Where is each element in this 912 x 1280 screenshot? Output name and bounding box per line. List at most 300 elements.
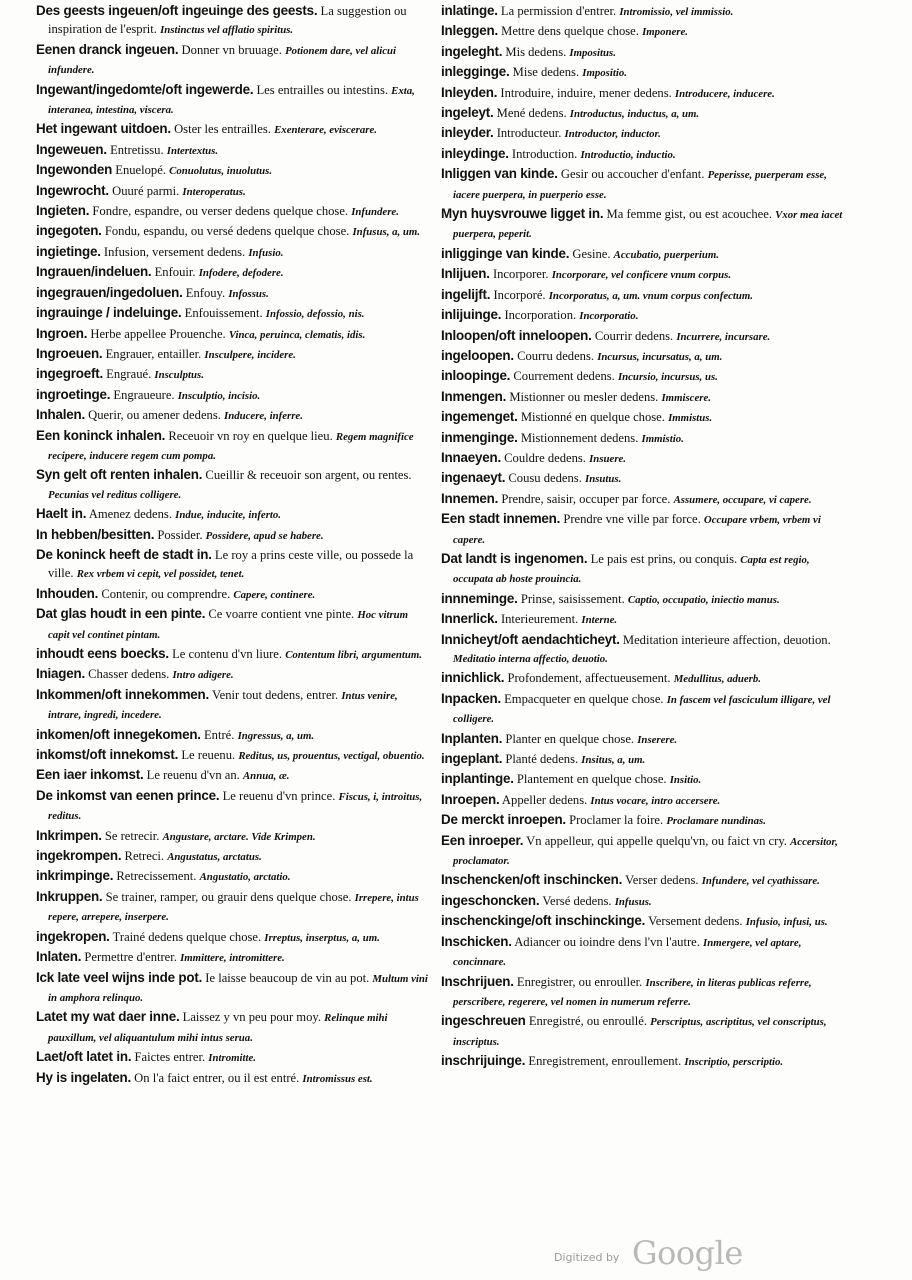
entry-latin: Exta, interanea, intestina, viscera. xyxy=(48,84,415,117)
entry-french: Planter en quelque chose. xyxy=(502,731,638,746)
entry-headword: Inplanten. xyxy=(441,730,503,746)
entry-french: Entré. xyxy=(200,727,238,742)
entry-french: Entretissu. xyxy=(106,142,167,157)
entry-latin: Annua, æ. xyxy=(242,770,290,783)
entry-headword: ingeloopen. xyxy=(441,347,514,363)
entry-latin: Assumere, occupare, vi capere. xyxy=(673,493,812,506)
entry-french: Versé dedens. xyxy=(539,893,615,908)
entry-latin: Immittere, intromittere. xyxy=(180,952,285,965)
entry-headword: ingenaeyt. xyxy=(441,470,506,486)
dictionary-entry xyxy=(36,546,432,584)
entry-french: Prinse, saisissement. xyxy=(517,591,628,606)
dictionary-entry xyxy=(36,605,432,644)
dictionary-entry xyxy=(441,791,843,810)
entry-latin: Intromissio, vel immissio. xyxy=(619,6,734,18)
entry-french: Le reuenu d'vn an. xyxy=(143,768,243,783)
entry-french: Proclamer la foire. xyxy=(565,813,667,828)
dictionary-entry xyxy=(36,41,432,80)
entry-headword: Een iaer inkomst. xyxy=(36,767,144,783)
entry-latin: Infusio. xyxy=(248,246,284,259)
entry-latin: Infundere. xyxy=(351,206,399,219)
entry-french: Enfouissement. xyxy=(181,306,266,321)
dictionary-entry xyxy=(441,205,843,244)
dictionary-entry xyxy=(36,1048,432,1067)
dictionary-entry xyxy=(36,888,432,927)
entry-headword: Innerlick. xyxy=(441,611,498,627)
entry-latin: Intus vocare, intro accersere. xyxy=(590,794,721,807)
entry-latin: Perscriptus, ascriptitus, vel conscriptus, inscriptus. xyxy=(453,1016,827,1048)
dictionary-entry xyxy=(36,928,432,947)
dictionary-entry xyxy=(36,645,432,664)
dictionary-entry xyxy=(441,832,843,871)
entry-headword: ingrauinge / indeluinge. xyxy=(36,305,182,321)
entry-headword: Ingewonden xyxy=(36,162,113,178)
entry-french: Courru dedens. xyxy=(513,348,598,363)
dictionary-entry xyxy=(36,263,432,282)
entry-french: Enregistré, ou enroullé. xyxy=(525,1014,651,1029)
entry-headword: ingeleght. xyxy=(441,43,503,59)
dictionary-entry xyxy=(36,948,432,967)
entry-french: La permission d'entrer. xyxy=(497,4,620,18)
dictionary-entry xyxy=(441,590,843,609)
entry-french: Engraué. xyxy=(102,367,155,382)
entry-french: Mis dedens. xyxy=(502,44,570,59)
entry-headword: ingeschoncken. xyxy=(441,892,540,908)
dictionary-entry xyxy=(36,345,432,364)
dictionary-entry xyxy=(441,145,843,164)
entry-headword: Innicheyt/oft aendachticheyt. xyxy=(441,631,620,647)
entry-french: Mistionner ou mesler dedens. xyxy=(506,389,662,404)
entry-headword: inschenckinge/oft inschinckinge. xyxy=(441,913,646,929)
dictionary-entry xyxy=(441,610,843,629)
entry-french: Vn appelleur, qui appelle quelqu'vn, ou faict vn cry. xyxy=(523,833,791,848)
dictionary-entry xyxy=(441,912,843,931)
entry-headword: Latet my wat daer inne. xyxy=(36,1009,180,1025)
dictionary-entry xyxy=(36,120,432,139)
entry-french: Donner vn bruuage. xyxy=(178,42,286,57)
entry-headword: Inkommen/oft innekommen. xyxy=(36,686,210,702)
dictionary-entry xyxy=(441,730,843,749)
dictionary-entry xyxy=(36,141,432,160)
entry-latin: Accubatio, puerperium. xyxy=(613,248,719,261)
dictionary-entry xyxy=(441,469,843,488)
entry-headword: ingekrompen. xyxy=(36,848,122,864)
dictionary-entry xyxy=(36,867,432,886)
entry-latin: Conuolutus, inuolutus. xyxy=(169,165,273,178)
entry-headword: ingroetinge. xyxy=(36,386,111,402)
dictionary-entry xyxy=(441,429,843,448)
entry-french: Le contenu d'vn liure. xyxy=(168,647,286,661)
entry-headword: ingietinge. xyxy=(36,243,101,259)
entry-latin: Incorporatio. xyxy=(579,310,639,323)
entry-headword: Iniagen. xyxy=(36,666,85,682)
entry-french: Appeller dedens. xyxy=(499,792,591,807)
entry-latin: Inscriptio, perscriptio. xyxy=(684,1056,784,1069)
entry-latin: Angustatus, arctatus. xyxy=(167,851,262,864)
entry-french: Engraueure. xyxy=(110,387,178,402)
entry-latin: Introducere, inducere. xyxy=(674,87,775,100)
entry-french: Adiancer ou ioindre dens l'vn l'autre. xyxy=(511,934,704,949)
entry-headword: Ingewant/ingedomte/oft ingewerde. xyxy=(36,81,254,97)
entry-latin: Impositus. xyxy=(569,46,616,59)
entry-headword: Inschicken. xyxy=(441,933,512,949)
entry-latin: Insitio. xyxy=(669,774,702,787)
entry-latin: Occupare vrbem, vrbem vi capere. xyxy=(453,514,821,546)
entry-french: Prendre, saisir, occuper par force. xyxy=(498,491,674,506)
entry-latin: Infusus. xyxy=(614,895,652,908)
entry-latin: Ingressus, a, um. xyxy=(237,729,315,742)
dictionary-entry xyxy=(441,2,843,21)
dictionary-entry xyxy=(36,202,432,221)
entry-latin: Fiscus, i, introitus, reditus. xyxy=(48,790,423,823)
entry-french: Se retrecir. xyxy=(101,828,163,843)
entry-latin: Immiscere. xyxy=(661,391,711,404)
entry-latin: Insculpere, incidere. xyxy=(204,348,296,361)
entry-headword: inhoudt eens boecks. xyxy=(36,646,169,661)
entry-headword: Innemen. xyxy=(441,490,499,506)
entry-french: Le pais est prins, ou conquis. xyxy=(587,551,741,566)
entry-latin: Inserere. xyxy=(637,733,678,746)
entry-headword: Ingroeuen. xyxy=(36,345,103,361)
entry-latin: Incursio, incursus, us. xyxy=(617,371,718,384)
entry-french: Chasser dedens. xyxy=(85,667,173,682)
entry-headword: innichlick. xyxy=(441,670,505,686)
entry-headword: inleydinge. xyxy=(441,145,509,161)
entry-headword: Ingieten. xyxy=(36,203,90,219)
entry-latin: Intromitte. xyxy=(208,1052,256,1065)
entry-latin: Insuere. xyxy=(589,452,627,465)
entry-latin: Exenterare, eviscerare. xyxy=(274,124,377,137)
entry-headword: Inschrijuen. xyxy=(441,973,514,989)
entry-french: Contenir, ou comprendre. xyxy=(98,586,234,601)
entry-latin: Impositio. xyxy=(582,67,627,80)
dictionary-entry xyxy=(36,365,432,384)
entry-headword: inplantinge. xyxy=(441,771,514,787)
dictionary-entry xyxy=(441,265,843,284)
dictionary-entry xyxy=(36,466,432,504)
entry-french: Oster les entrailles. xyxy=(170,122,275,137)
entry-french: Empacqueter en quelque chose. xyxy=(500,691,667,706)
entry-headword: Ingeweuen. xyxy=(36,141,107,157)
dictionary-entry xyxy=(36,304,432,323)
entry-headword: Ingrauen/indeluen. xyxy=(36,264,152,280)
entry-headword: ingeschreuen xyxy=(441,1013,526,1029)
dictionary-entry xyxy=(36,726,432,745)
entry-headword: Inhalen. xyxy=(36,407,85,423)
entry-french: Incorporer. xyxy=(489,267,552,282)
entry-latin: Infusus, a, um. xyxy=(352,226,420,239)
entry-headword: Het ingewant uitdoen. xyxy=(36,121,171,137)
entry-french: Fondu, espandu, ou versé dedens quelque chose. xyxy=(101,224,353,239)
entry-latin: Infossio, defossio, nis. xyxy=(265,308,365,321)
dictionary-entry xyxy=(441,1012,843,1051)
entry-french: Infusion, versement dedens. xyxy=(100,244,249,259)
entry-headword: ingegoten. xyxy=(36,223,102,239)
entry-french: Fondre, espandre, ou verser dedens quelque chose. xyxy=(89,204,352,219)
entry-french: Se trainer, ramper, ou grauir dens quelque chose. xyxy=(102,889,355,904)
dictionary-entry xyxy=(441,286,843,305)
entry-latin: Hoc vitrum capit vel continet pintam. xyxy=(48,609,409,641)
dictionary-entry xyxy=(36,1008,432,1047)
entry-french: Gesir ou accoucher d'enfant. xyxy=(557,167,708,182)
entry-french: Mise dedens. xyxy=(509,65,583,80)
entry-latin: Indue, inducite, inferto. xyxy=(175,509,282,522)
dictionary-entry xyxy=(441,245,843,264)
entry-latin: Intro adigere. xyxy=(172,669,234,682)
entry-latin: Introductio, inductio. xyxy=(580,148,676,161)
entry-latin: Inscribere, in literas publicas referre, perscribere, regerere, vel nomen in numerum referre. xyxy=(453,976,812,1008)
entry-latin: Inmergere, vel aptare, concinnare. xyxy=(453,936,802,969)
entry-latin: Infodere, defodere. xyxy=(198,267,284,280)
entry-headword: Inpacken. xyxy=(441,690,501,706)
entry-latin: Intertextus. xyxy=(166,144,219,157)
entry-headword: Ingewrocht. xyxy=(36,182,109,198)
entry-headword: ingeleyt. xyxy=(441,105,494,121)
dictionary-entry xyxy=(36,427,432,466)
entry-french: Mettre dens quelque chose. xyxy=(497,24,643,39)
entry-headword: inlegginge. xyxy=(441,64,510,80)
dictionary-entry xyxy=(36,243,432,262)
entry-headword: Inroepen. xyxy=(441,791,500,807)
dictionary-entry xyxy=(36,686,432,725)
dictionary-entry xyxy=(441,367,843,386)
dictionary-entry xyxy=(36,386,432,405)
entry-french: Verser dedens. xyxy=(622,873,702,888)
entry-headword: De inkomst van eenen prince. xyxy=(36,787,220,803)
entry-latin: Vinca, peruinca, clematis, idis. xyxy=(228,328,366,341)
entry-french: Courrir dedens. xyxy=(591,328,677,343)
entry-headword: inlatinge. xyxy=(441,3,498,18)
entry-french: Enregistrer, ou enrouller. xyxy=(513,974,646,989)
entry-french: Mené dedens. xyxy=(493,106,570,121)
dictionary-entry xyxy=(441,327,843,346)
entry-headword: inligginge van kinde. xyxy=(441,245,570,261)
entry-latin: Angustatio, arctatio. xyxy=(199,871,291,884)
entry-latin: Immistio. xyxy=(641,432,684,445)
entry-french: Faictes entrer. xyxy=(131,1050,209,1065)
entry-french: Interieurement. xyxy=(497,612,582,627)
entry-french: Laissez y vn peu pour moy. xyxy=(179,1010,325,1025)
dictionary-entry xyxy=(36,284,432,303)
entry-headword: ingemenget. xyxy=(441,409,518,425)
entry-headword: Inhouden. xyxy=(36,585,99,601)
watermark-google-logo: Google xyxy=(632,1234,743,1272)
entry-latin: Irreptus, inserptus, a, um. xyxy=(264,931,380,944)
entry-latin: Inducere, inferre. xyxy=(224,410,303,423)
entry-french: Amenez dedens. xyxy=(86,507,176,522)
entry-latin: Medullitus, aduerb. xyxy=(673,673,761,686)
dictionary-entry xyxy=(441,449,843,468)
dictionary-entry xyxy=(441,22,843,41)
column-gutter xyxy=(437,0,438,1210)
entry-headword: Ingroen. xyxy=(36,325,88,341)
entry-latin: Vxor mea iacet puerpera, peperit. xyxy=(453,209,843,241)
entry-headword: De koninck heeft de stadt in. xyxy=(36,546,212,562)
entry-latin: Instinctus vel afflatio spiritus. xyxy=(160,24,294,37)
entry-french: Ouuré parmi. xyxy=(108,183,183,198)
entry-latin: Potionem dare, vel alicui infundere. xyxy=(48,44,397,77)
entry-latin: Rex vrbem vi cepit, vel possidet, tenet. xyxy=(76,568,245,581)
dictionary-entry xyxy=(36,161,432,180)
entry-headword: Ick late veel wijns inde pot. xyxy=(36,969,203,985)
entry-french: Permettre d'entrer. xyxy=(81,950,181,965)
entry-headword: Eenen dranck ingeuen. xyxy=(36,41,179,57)
entry-latin: Interne. xyxy=(581,614,618,627)
entry-headword: inlijuinge. xyxy=(441,307,502,323)
entry-headword: Inlaten. xyxy=(36,949,82,965)
dictionary-entry xyxy=(36,526,432,545)
dictionary-entry xyxy=(441,811,843,830)
entry-headword: Hy is ingelaten. xyxy=(36,1069,132,1085)
entry-french: Versement dedens. xyxy=(645,914,746,929)
entry-latin: Incorporare, vel conficere vnum corpus. xyxy=(551,269,732,282)
entry-headword: Een stadt innemen. xyxy=(441,511,561,527)
entry-french: Ma femme gist, ou est acouchee. xyxy=(603,207,776,222)
entry-latin: Incursus, incursatus, a, um. xyxy=(597,350,723,363)
entry-latin: Introductus, inductus, a, um. xyxy=(569,108,700,121)
dictionary-entry xyxy=(441,388,843,407)
entry-headword: ingegroeft. xyxy=(36,366,103,382)
entry-headword: Inliggen van kinde. xyxy=(441,166,558,182)
dictionary-entry xyxy=(36,81,432,120)
entry-headword: Inleggen. xyxy=(441,23,498,39)
entry-headword: Inkruppen. xyxy=(36,888,103,904)
entry-french: Introduire, induire, mener dedens. xyxy=(497,85,675,100)
entry-headword: Inschencken/oft inschincken. xyxy=(441,872,623,888)
left-column xyxy=(36,2,432,1089)
entry-french: Querir, ou amener dedens. xyxy=(85,408,225,423)
entry-french: Couldre dedens. xyxy=(500,450,590,465)
entry-french: Enfouy. xyxy=(182,285,229,300)
entry-headword: Syn gelt oft renten inhalen. xyxy=(36,467,203,483)
entry-headword: inloopinge. xyxy=(441,368,511,384)
dictionary-entry xyxy=(36,222,432,241)
entry-headword: innneminge. xyxy=(441,590,518,606)
entry-headword: Inloopen/oft inneloopen. xyxy=(441,327,592,343)
entry-french: Trainé dedens quelque chose. xyxy=(109,929,265,944)
entry-headword: ingeplant. xyxy=(441,751,503,767)
entry-headword: ingegrauen/ingedoluen. xyxy=(36,284,183,300)
entry-latin: Incurrere, incursare. xyxy=(676,330,771,343)
dictionary-entry xyxy=(441,84,843,103)
entry-headword: ingekropen. xyxy=(36,928,110,944)
entry-latin: Immistus. xyxy=(668,412,713,425)
dictionary-entry xyxy=(441,43,843,62)
entry-latin: Introductor, inductor. xyxy=(564,128,661,141)
entry-headword: Myn huysvrouwe ligget in. xyxy=(441,206,604,222)
dictionary-entry xyxy=(36,585,432,604)
entry-french: Ie laisse beaucoup de vin au pot. xyxy=(202,970,373,985)
entry-french: Ce voarre contient vne pinte. xyxy=(205,607,358,622)
entry-latin: Captio, occupatio, iniectio manus. xyxy=(627,593,780,606)
entry-french: Mistionnement dedens. xyxy=(517,430,642,445)
dictionary-entry xyxy=(36,505,432,524)
entry-french: Enfouir. xyxy=(151,265,199,280)
entry-latin: Irrepere, intus repere, arrepere, inserpere. xyxy=(48,891,419,924)
entry-latin: Capere, continere. xyxy=(233,588,316,601)
dictionary-entry xyxy=(441,631,843,669)
entry-french: Prendre vne ville par force. xyxy=(560,512,704,527)
entry-headword: Innaeyen. xyxy=(441,449,501,465)
entry-latin: Insculptio, incisio. xyxy=(177,389,261,402)
entry-french: Engrauer, entailler. xyxy=(102,346,205,361)
entry-headword: inmenginge. xyxy=(441,429,518,445)
entry-french: Enuelopé. xyxy=(112,163,170,178)
entry-latin: Regem magnifice recipere, inducere regem cum pompa. xyxy=(48,430,414,462)
watermark-digitized-by: Digitized by xyxy=(554,1251,620,1264)
entry-latin: Proclamare nundinas. xyxy=(666,815,766,828)
dictionary-entry xyxy=(441,510,843,549)
entry-headword: Dat glas houdt in een pinte. xyxy=(36,606,206,622)
entry-latin: Infossus. xyxy=(228,287,269,300)
entry-latin: In fascem vel fasciculum illigare, vel colligere. xyxy=(453,693,831,726)
entry-latin: Interoperatus. xyxy=(182,185,246,198)
dictionary-entry xyxy=(36,766,432,785)
entry-latin: Insculptus. xyxy=(154,369,204,382)
entry-headword: Inmengen. xyxy=(441,388,507,404)
entry-latin: Multum vini in amphora relinquo. xyxy=(48,972,428,1004)
entry-latin: Reditus, us, prouentus, vectigal, obuentio. xyxy=(238,750,425,763)
entry-french: Les entrailles ou intestins. xyxy=(253,82,392,97)
entry-french: La suggestion ou inspiration de l'esprit. xyxy=(48,4,407,37)
entry-french: Incorporation. xyxy=(501,308,580,323)
dictionary-entry xyxy=(441,347,843,366)
dictionary-entry xyxy=(36,325,432,344)
entry-headword: In hebben/besitten. xyxy=(36,526,155,542)
entry-headword: Inlijuen. xyxy=(441,266,490,282)
entry-headword: inkomen/oft innegekomen. xyxy=(36,726,201,742)
entry-headword: ingelijft. xyxy=(441,286,491,302)
entry-french: Incorporé. xyxy=(490,287,549,302)
entry-headword: Een inroeper. xyxy=(441,832,524,848)
dictionary-entry xyxy=(36,969,432,1008)
entry-headword: Haelt in. xyxy=(36,506,87,522)
entry-french: Herbe appellee Prouenche. xyxy=(87,326,229,341)
entry-french: Meditation interieure affection, deuotion. xyxy=(619,632,831,647)
dictionary-entry xyxy=(441,306,843,325)
entry-latin: Pecunias vel reditus colligere. xyxy=(48,488,182,501)
dictionary-entry xyxy=(441,750,843,769)
dictionary-entry xyxy=(441,770,843,789)
entry-headword: Des geests ingeuen/oft ingeuinge des geests. xyxy=(36,3,318,18)
entry-latin: Possidere, apud se habere. xyxy=(205,529,324,542)
dictionary-entry xyxy=(36,2,432,40)
entry-headword: Inkrimpen. xyxy=(36,827,102,843)
dictionary-entry xyxy=(441,690,843,729)
dictionary-entry xyxy=(36,1069,432,1088)
entry-latin: Angustare, arctare. Vide Krimpen. xyxy=(162,830,316,843)
dictionary-entry xyxy=(441,408,843,427)
digitized-watermark xyxy=(554,1232,754,1272)
entry-french: Courrement dedens. xyxy=(510,369,618,384)
entry-french: Le reuenu d'vn prince. xyxy=(219,788,339,803)
entry-latin: Peperisse, puerperam esse, iacere puerpera, in puerperio esse. xyxy=(453,169,827,201)
entry-french: Le roy a prins ceste ville, ou possede la ville. xyxy=(48,547,414,581)
entry-french: Retreci. xyxy=(121,849,168,864)
entry-latin: Contentum libri, argumentum. xyxy=(285,649,423,661)
entry-french: Retrecissement. xyxy=(113,869,200,884)
entry-headword: inkrimpinge. xyxy=(36,868,114,884)
dictionary-entry xyxy=(36,182,432,201)
dictionary-entry xyxy=(441,124,843,143)
entry-latin: Capta est regio, occupata ab hoste prouincia. xyxy=(453,553,810,586)
dictionary-entry xyxy=(36,827,432,846)
entry-headword: inkomst/oft innekomst. xyxy=(36,747,179,763)
entry-latin: Accersitor, proclamator. xyxy=(453,835,838,868)
dictionary-entry xyxy=(441,490,843,509)
entry-french: Planté dedens. xyxy=(502,752,582,767)
dictionary-entry xyxy=(441,871,843,890)
